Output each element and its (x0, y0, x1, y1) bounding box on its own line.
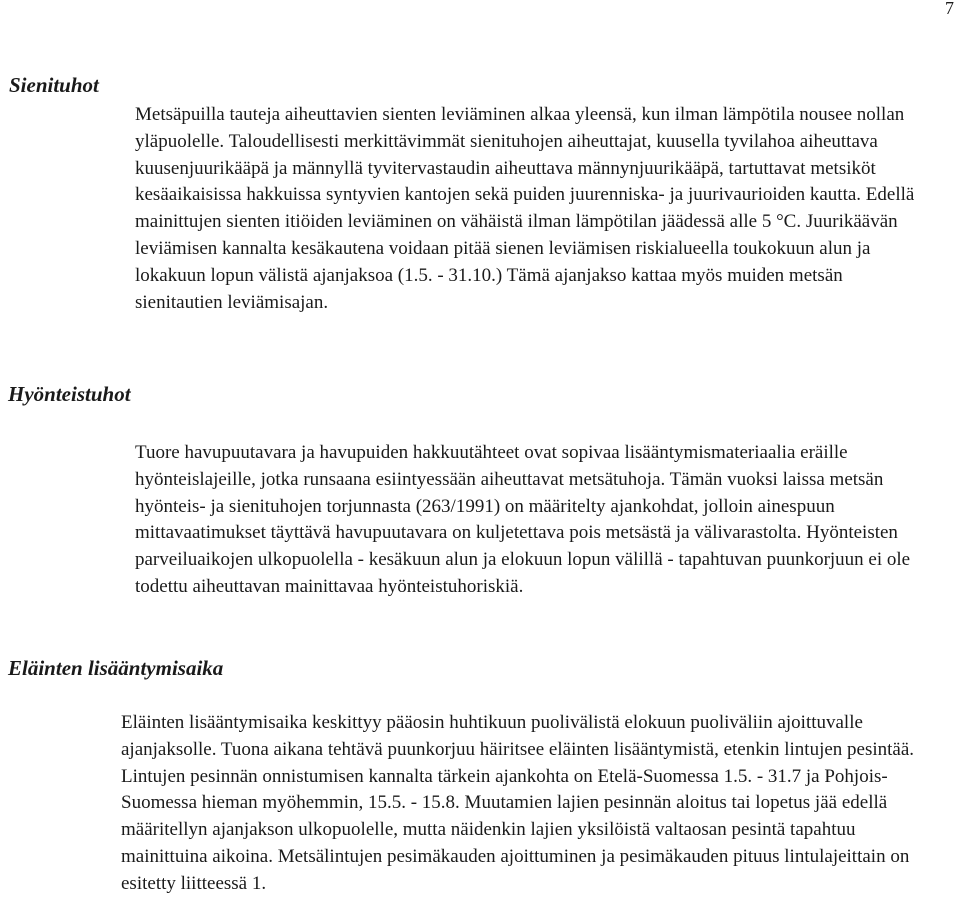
section-heading-elainten-lisaantymisaika: Eläinten lisääntymisaika (8, 656, 224, 680)
page-number: 7 (945, 0, 954, 18)
section-heading-hyonteistuhot: Hyönteistuhot (8, 382, 131, 406)
section-heading-sienituhot: Sienituhot (9, 73, 99, 97)
section-paragraph-elainten-lisaantymisaika: Eläinten lisääntymisaika keskittyy pääosin huhtikuun puolivälistä elokuun puoliväliin ajoittuvalle ajanjaksolle. Tuona aikana tehtävä puunkorjuu häiritsee eläinten lisääntymistä, etenkin lintujen pesintää. Lintujen pesinnän onnistumisen kannalta tärkein ajankohta on Etelä-Suomessa 1.5. - 31.7 ja Pohjois-Suomessa hieman myöhemmin, 15.5. - 15.8. Muutamien lajien pesinnän aloitus tai lopetus jää edellä määritellyn ajanjakson ulkopuolelle, mutta näidenkin lajien yksilöistä valtaosan pesintä tapahtuu mainittuina aikoina. Metsälintujen pesimäkauden ajoittuminen ja pesimäkauden pituus lintulajeittain on esitetty liitteessä 1. (121, 712, 915, 894)
section-paragraph-sienituhot: Metsäpuilla tauteja aiheuttavien sienten leviäminen alkaa yleensä, kun ilman lämpötila nousee nollan yläpuolelle. Taloudellisesti merkittävimmät sienituhojen aiheuttajat, kuusella tyvilahoa aiheuttava kuusenjuurikääpä ja männyllä tyvitervastaudin aiheuttava männynjuurikääpä, tartuttavat metsiköt kesäaikaisissa hakkuissa syntyvien kantojen sekä puiden juurenniska- ja juurivaurioiden kautta. Edellä mainittujen sienten itiöiden leviäminen on vähäistä ilman lämpötilan jäädessä alle 5 °C. Juurikäävän leviämisen kannalta kesäkautena voidaan pitää sienen leviämisen riskialueella toukokuun alun ja lokakuun lopun välistä ajanjaksoa (1.5. - 31.10.) Tämä ajanjakso kattaa myös muiden metsän sienitautien leviämisajan. (135, 104, 915, 313)
section-paragraph-hyonteistuhot: Tuore havupuutavara ja havupuiden hakkuutähteet ovat sopivaa lisääntymismateriaalia eräille hyönteislajeille, jotka runsaana esiintyessään aiheuttavat metsätuhoja. Tämän vuoksi laissa metsän hyönteis- ja sienituhojen torjunnasta (263/1991) on määritelty ajankohdat, jolloin ainespuun mittavaatimukset täyttävä havupuutavara on kuljetettava pois metsästä ja välivarastolta. Hyönteisten parveiluaikojen ulkopuolella - kesäkuun alun ja elokuun lopun välillä - tapahtuvan puunkorjuun ei ole todettu aiheuttavan mainittavaa hyönteistuhoriskiä. (135, 442, 911, 597)
